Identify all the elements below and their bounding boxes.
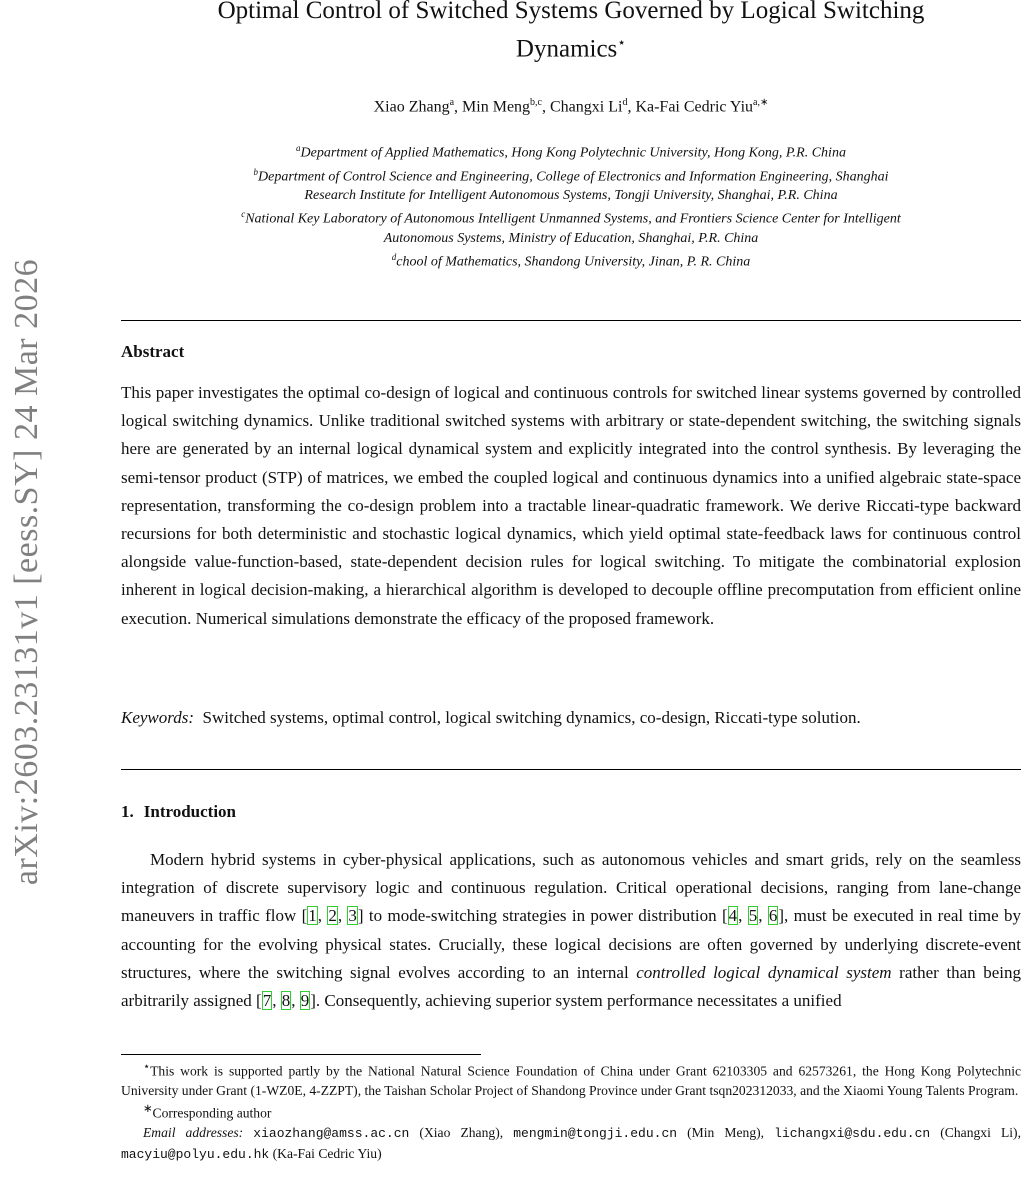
title-line-2: Dynamics bbox=[515, 35, 618, 63]
affiliation-line: $^d$chool of Mathematics, Shandong University, Jinan, P. R. China bbox=[391, 251, 751, 270]
author-name: Xiao Zhang bbox=[373, 98, 450, 116]
citation-link[interactable]: 7 bbox=[262, 991, 272, 1011]
arxiv-identifier: arXiv:2603.23131v1 [eess.SY] 24 Mar 2026 bbox=[8, 258, 45, 886]
citation-link[interactable]: 4 bbox=[728, 906, 738, 926]
citation-link[interactable]: 2 bbox=[328, 906, 337, 926]
abstract-heading: Abstract bbox=[121, 342, 185, 361]
footnotes bbox=[121, 1058, 1021, 1164]
affiliation-line: $^a$Department of Applied Mathematics, Hong Kong Polytechnic University, Hong Kong, P.R. China bbox=[296, 143, 846, 161]
corresponding-author-footnote: ∗Corresponding author bbox=[143, 1103, 272, 1121]
title-footnote-mark: ⋆ bbox=[617, 36, 627, 51]
section-number: 1. bbox=[121, 802, 134, 821]
citation-link[interactable]: 9 bbox=[300, 991, 310, 1011]
funding-footnote: ⋆This work is supported partly by the National Natural Science Foundation of China under Grant 62103305 and 62573261, the Hong Kong Polytechnic University under Grant (1-WZ0E, 4-ZZPT), the Taishan Scholar Project of Shandong Province under Grant tsqn202312033, and the Xiaomi Young Talents Program. bbox=[121, 1061, 1021, 1098]
introduction-paragraph: Modern hybrid systems in cyber-physical applications, such as autonomous vehicles and smart grids, rely on the seamless integration of discrete supervisory logic and continuous regulation. Critical operational decisions, ranging from lane-change maneuvers in traffic flow [1, 2, 3] to mode-switching strategies in power distribution [4, 5, 6], must be executed in real time by accounting for the evolving physical states. Crucially, these logical decisions are often governed by underlying discrete-event structures, where the switching signal evolves according to an internal controlled logical dynamical system rather than being arbitrarily assigned [7, 8, 9]. Consequently, achieving superior system performance necessitates a unified bbox=[121, 850, 1021, 1011]
author-name: Ka-Fai Cedric Yiu bbox=[635, 98, 754, 116]
author-affiliation-mark: b,c bbox=[530, 97, 542, 108]
citation-link[interactable]: 5 bbox=[748, 906, 758, 926]
section-title: Introduction bbox=[143, 802, 237, 821]
affiliation-line: $^b$Department of Control Science and Engineering, College of Electronics and Information Engineering, Shanghai bbox=[253, 166, 889, 185]
email-label: Email addresses: bbox=[143, 1125, 244, 1141]
author-name: Min Meng bbox=[462, 98, 531, 116]
keywords-text: Switched systems, optimal control, logical switching dynamics, co-design, Riccati-type solution. bbox=[202, 708, 861, 727]
author-affiliation-mark: a bbox=[449, 97, 455, 108]
abstract-bottom-rule bbox=[121, 769, 1021, 770]
paper-title bbox=[121, 0, 1021, 65]
abstract-top-rule bbox=[121, 320, 1021, 321]
affiliation-line: $^c$National Key Laboratory of Autonomous Intelligent Unmanned Systems, and Frontiers Science Center for Intelligent bbox=[241, 209, 901, 227]
keywords-label: Keywords: bbox=[121, 708, 195, 727]
author-affiliation-mark: d bbox=[622, 97, 628, 108]
email-link[interactable]: mengmin@tongji.edu.cn bbox=[513, 1126, 678, 1142]
citation-link[interactable]: 8 bbox=[281, 991, 291, 1011]
email-link[interactable]: xiaozhang@amss.ac.cn bbox=[253, 1126, 410, 1142]
citation-link[interactable]: 6 bbox=[768, 906, 778, 926]
citation-link[interactable]: 3 bbox=[348, 906, 357, 926]
section-heading-introduction bbox=[121, 802, 236, 822]
email-footnote: Email addresses: xiaozhang@amss.ac.cn (Xiao Zhang), mengmin@tongji.edu.cn (Min Meng), lichangxi@sdu.edu.cn (Changxi Li), macyiu@polyu.edu.hk (Ka-Fai Cedric Yiu) bbox=[121, 1125, 1021, 1162]
email-link[interactable]: macyiu@polyu.edu.hk bbox=[121, 1146, 270, 1162]
author-name: Changxi Li bbox=[550, 98, 623, 116]
affiliation-line: Research Institute for Intelligent Autonomous Systems, Tongji University, Shanghai, P.R. China bbox=[304, 188, 838, 204]
footnote-rule bbox=[121, 1054, 481, 1055]
email-link[interactable]: lichangxi@sdu.edu.cn bbox=[774, 1126, 931, 1142]
affiliation-list bbox=[121, 139, 1021, 272]
abstract-text: This paper investigates the optimal co-design of logical and continuous controls for switched linear systems governed by controlled logical switching dynamics. Unlike traditional switched systems with arbitrary or state-dependent switching, the switching signals here are generated by an internal logical dynamical system and explicitly integrated into the control synthesis. By leveraging the semi-tensor product (STP) of matrices, we embed the coupled logical and continuous dynamics into a unified algebraic state-space representation, transforming the co-design problem into a tractable linear-quadratic framework. We derive Riccati-type backward recursions for both deterministic and stochastic logical dynamics, which yield optimal state-feedback laws for continuous control alongside value-function-based, state-dependent decision rules for logical switching. To mitigate the combinatorial explosion inherent in logical decision-making, a hierarchical algorithm is developed to decouple offline precomputation from efficient online execution. Numerical simulations demonstrate the efficacy of the proposed framework. bbox=[121, 383, 1021, 628]
author-affiliation-mark: a,∗ bbox=[753, 97, 769, 108]
affiliation-line: Autonomous Systems, Ministry of Education, Shanghai, P.R. China bbox=[383, 230, 759, 246]
title-line-1: Optimal Control of Switched Systems Governed by Logical Switching bbox=[217, 0, 925, 24]
citation-link[interactable]: 1 bbox=[308, 906, 317, 926]
author-list: Xiao Zhang$^a$, Min Meng$^{b,c}$, Changxi Li$^d$, Ka-Fai Cedric Yiu$^{a,∗}$ bbox=[373, 97, 769, 116]
keywords bbox=[121, 704, 1021, 731]
